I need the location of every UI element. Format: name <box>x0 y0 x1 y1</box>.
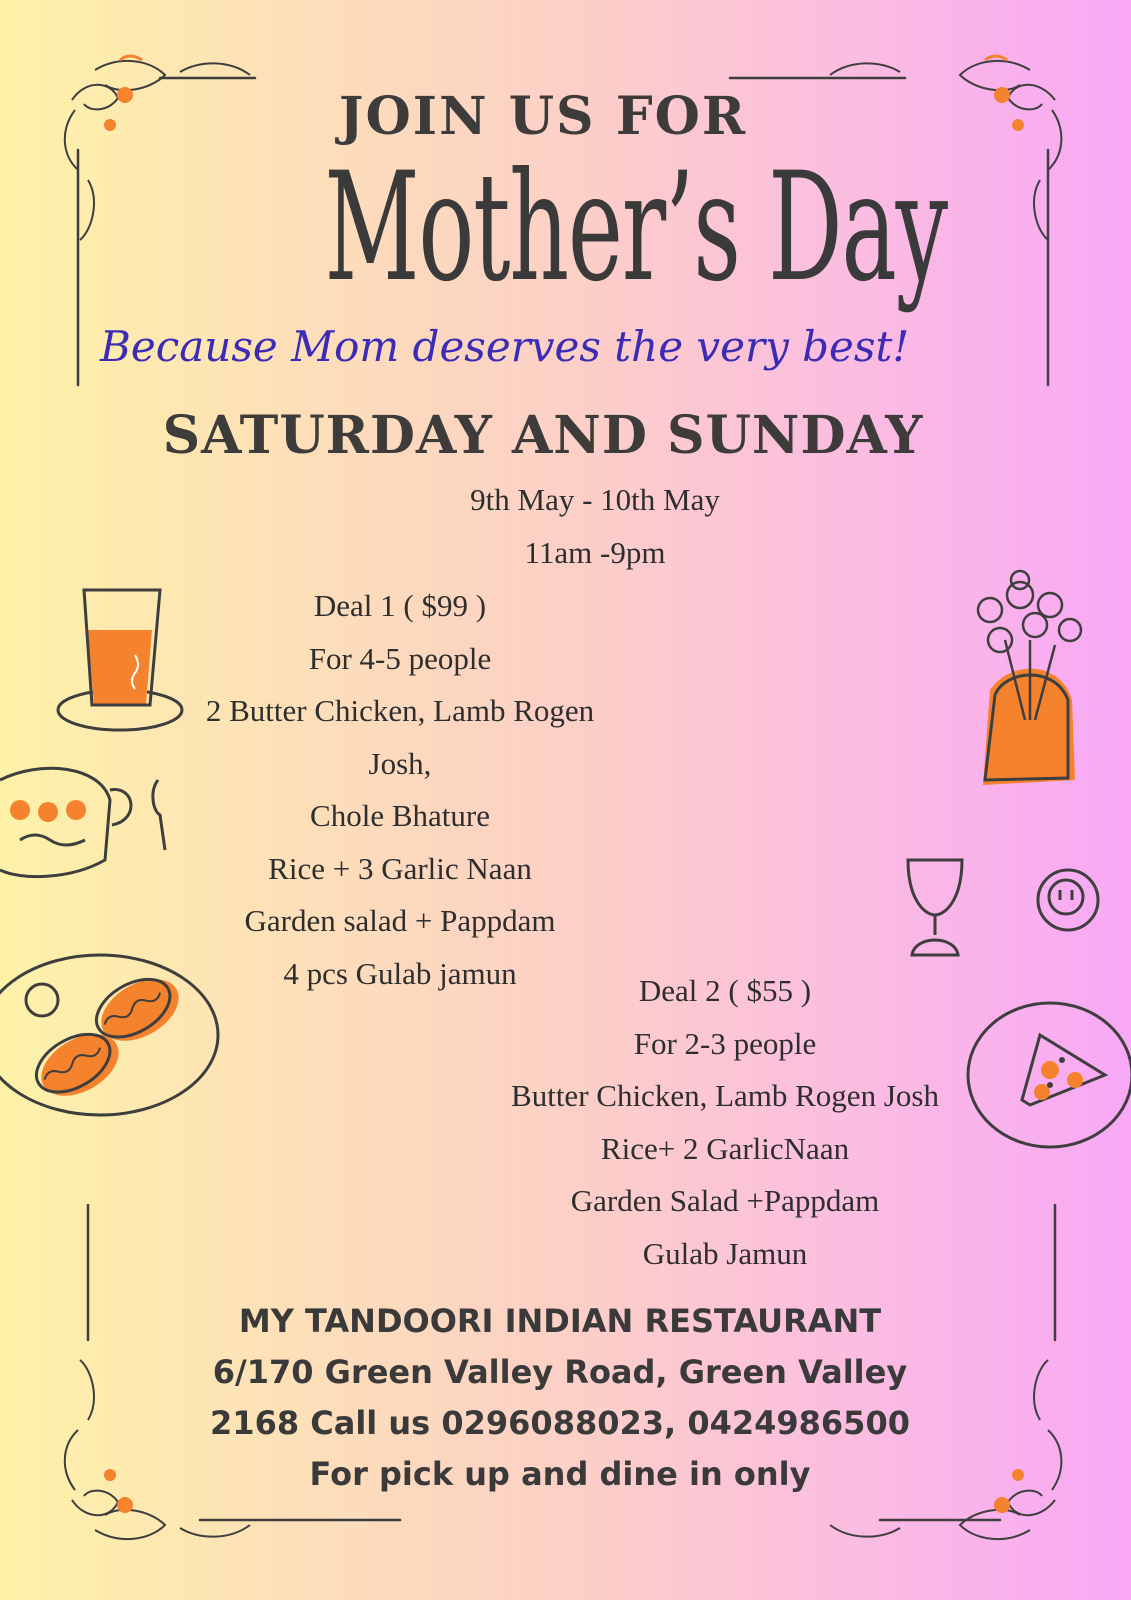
deal-1-line: Josh, <box>368 745 432 781</box>
deal-1-line: For 4-5 people <box>308 640 492 676</box>
restaurant-note: For pick up and dine in only <box>309 1455 811 1493</box>
restaurant-phone: 2168 Call us 0296088023, 0424986500 <box>210 1404 910 1442</box>
deal-2 <box>470 965 980 1280</box>
deal-2-line: Rice+ 2 GarlicNaan <box>600 1130 850 1166</box>
deal-1-line: Chole Bhature <box>310 798 490 833</box>
pizza-plate-icon <box>968 1003 1131 1147</box>
days-heading: SATURDAY AND SUNDAY <box>162 405 924 466</box>
deal-1-title: Deal 1 ( $99 ) <box>313 588 487 623</box>
deal-2-title: Deal 2 ( $55 ) <box>638 973 812 1008</box>
join-heading: JOIN US FOR <box>338 86 748 147</box>
cake-mug-icon <box>0 768 131 876</box>
deal-1-line: 4 pcs Gulab jamun <box>283 955 517 991</box>
tagline: Because Mom deserves the very best! <box>100 322 910 371</box>
hours-text: 11am -9pm <box>524 535 666 570</box>
flower-vase-icon <box>978 571 1081 785</box>
deal-2-line: Gulab Jamun <box>642 1235 808 1271</box>
page-title: Mother’s Day <box>324 141 947 315</box>
deal-2-line: Garden Salad +Pappdam <box>570 1183 880 1218</box>
ornate-corner-icon <box>65 56 250 240</box>
deal-1-line: 2 Butter Chicken, Lamb Rogen <box>205 693 595 728</box>
restaurant-address: 6/170 Green Valley Road, Green Valley <box>212 1353 908 1391</box>
deal-1-line: Garden salad + Pappdam <box>244 903 556 938</box>
spoon-icon <box>153 780 165 850</box>
deal-1 <box>170 580 630 1000</box>
deal-2-line: For 2-3 people <box>633 1025 817 1061</box>
deal-1-line: Rice + 3 Garlic Naan <box>268 850 532 886</box>
outlet-icon <box>1038 870 1098 930</box>
juice-glass-icon <box>58 590 182 730</box>
restaurant-name: MY TANDOORI INDIAN RESTAURANT <box>238 1302 882 1340</box>
goblet-icon <box>908 860 962 955</box>
restaurant-info <box>180 1296 940 1500</box>
deal-2-line: Butter Chicken, Lamb Rogen Josh <box>511 1078 939 1113</box>
dates-text: 9th May - 10th May <box>470 482 720 517</box>
